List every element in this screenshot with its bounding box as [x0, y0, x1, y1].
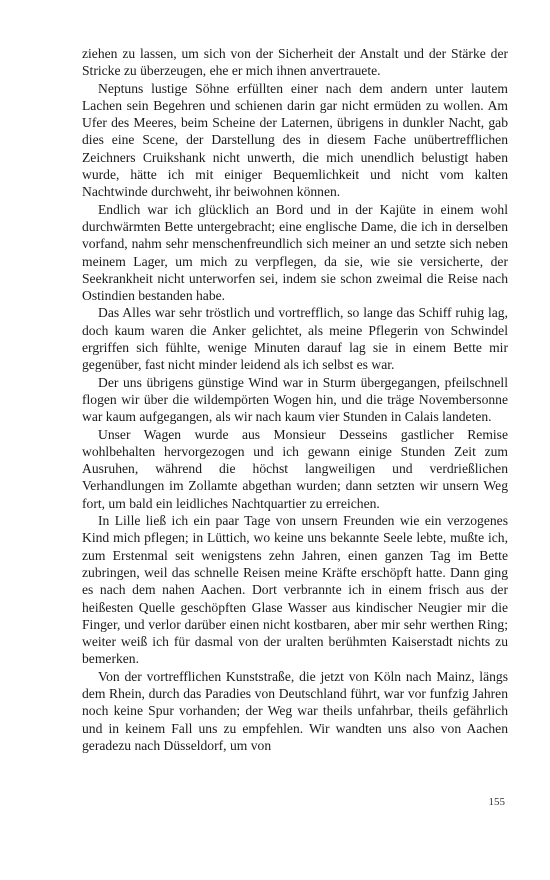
paragraph-4: Das Alles war sehr tröstlich und vortrefflich, so lange das Schiff ruhig lag, doch kaum waren die Anker gelichtet, als meine Pflegerin von Schwindel ergriffen sich fühlte, wenige Minuten darauf lag sie in einem Bette mir gegenüber, fast nicht minder leidend als ich selbst es war. [82, 305, 508, 373]
paragraph-2: Neptuns lustige Söhne erfüllten einer nach dem andern unter lautem Lachen sein Begehren und schienen darin gar nicht ermüden zu wollen. Am Ufer des Meeres, beim Scheine der Laternen, übrigens in dunkler Nacht, gab dies eine Scene, der Darstellung des in diesem Fache unübertrefflichen Zeichners Cruikshank nicht unwerth, die mich unendlich belustigt haben wurde, hätte ich mit einiger Bequemlichkeit und nicht vom kalten Nachtwinde durchweht, ihr beiwohnen können. [82, 80, 508, 200]
paragraph-7: In Lille ließ ich ein paar Tage von unsern Freunden wie ein verzogenes Kind mich pflegen; in Lüttich, wo keine uns bekannte Seele lebte, mußte ich, zum Erstenmal seit wenigstens zehn Jahren, einen ganzen Tag im Bette zubringen, weil das schnelle Reisen meine Kräfte erschöpft hatte. Dann ging es nach dem nahen Aachen. Dort verbrannte ich in einem frisch aus der heißesten Quelle geschöpften Glase Wasser aus kindischer Neugier mir die Finger, und verlor darüber einen nicht kostbaren, aber mir sehr werthen Ring; weiter weiß ich für dasmal von der uralten berühmten Kaiserstadt nichts zu bemerken. [82, 513, 508, 667]
page-body [82, 45, 508, 754]
paragraph-1: ziehen zu lassen, um sich von der Sicherheit der Anstalt und der Stärke der Stricke zu überzeugen, ehe er mich ihnen anvertrauete. [82, 46, 508, 79]
paragraph-5: Der uns übrigens günstige Wind war in Sturm übergegangen, pfeilschnell flogen wir über die wildempörten Wogen hin, und die träge Novembersonne war kaum aufgegangen, als wir nach kaum vier Stunden in Calais landeten. [82, 374, 508, 425]
paragraph-8: Von der vortrefflichen Kunststraße, die jetzt von Köln nach Mainz, längs dem Rhein, durch das Paradies von Deutschland führt, war vor funfzig Jahren noch keine Spur vorhanden; der Weg war theils unfahrbar, theils gefährlich und in keinem Fall uns zu empfehlen. Wir wandten uns also von Aachen geradezu nach Düsseldorf, um von [82, 668, 508, 753]
paragraph-6: Unser Wagen wurde aus Monsieur Desseins gastlicher Remise wohlbehalten hervorgezogen und ich gewann einige Stunden Zeit zum Ausruhen, während die höchst langweiligen und verdrießlichen Verhandlungen im Zollamte abgethan wurden; dann setzten wir unsern Weg fort, um bald ein leidliches Nachtquartier zu erreichen. [82, 426, 508, 511]
paragraph-3: Endlich war ich glücklich an Bord und in der Kajüte in einem wohl durchwärmten Bette untergebracht; eine englische Dame, die ich in derselben vorfand, nahm sehr menschenfreundlich sich meiner an und setzte sich neben meinem Lager, um mich zu verpflegen, da sie, wie sie versicherte, der Seekrankheit nicht unterworfen sei, indem sie schon zweimal die Reise nach Ostindien bestanden habe. [82, 201, 508, 304]
page-number: 155 [488, 796, 505, 808]
